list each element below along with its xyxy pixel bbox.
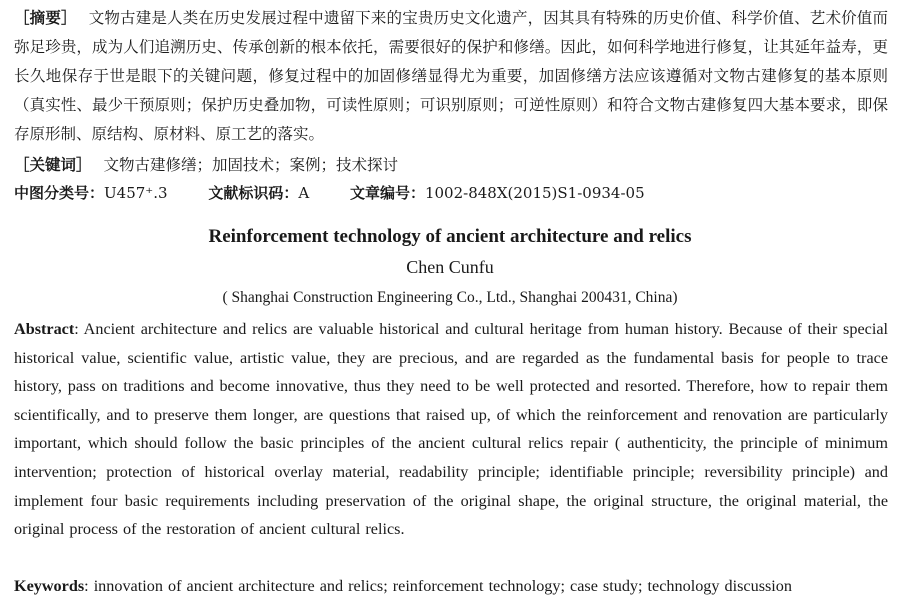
article-number-label: 文章编号：	[349, 184, 425, 202]
english-keywords	[14, 572, 888, 601]
english-abstract	[14, 315, 888, 544]
document-code	[208, 184, 309, 202]
english-keywords-text: innovation of ancient architecture and relics; reinforcement technology; case study; technology discussion	[93, 577, 792, 595]
english-abstract-sep: :	[74, 320, 84, 338]
english-author: Chen Cunfu	[406, 257, 494, 277]
clc-number	[14, 184, 168, 202]
document-code-value: A	[298, 184, 310, 202]
english-keywords-label: Keywords	[14, 577, 85, 595]
english-abstract-text: Ancient architecture and relics are valuable historical and cultural heritage from human history. Because of their special historical value, scientific value, artistic value, they are precious, and are regarded as the fundamental basis for people to trace history, pass on traditions and become innovative, thus they need to be well protected and resorted. Therefore, how to repair them scientifically, and to preserve them longer, are questions that raised up, of which the reinforcement and renovation are particularly important, which should follow the basic principles of the ancient cultural relics repair ( authenticity, the principle of minimum intervention; protection of historical overlay material, readability principle; identifiable principle; reversibility principle) and implement four basic requirements including preservation of the original shape, the original structure, the original material, the original process of the restoration of ancient cultural relics.	[14, 320, 888, 539]
document-code-label: 文献标识码：	[208, 184, 299, 202]
english-keywords-sep: :	[84, 577, 94, 595]
chinese-abstract-text: 文物古建是人类在历史发展过程中遗留下来的宝贵历史文化遗产，因其具有特殊的历史价值、科学价值、艺术价值而弥足珍贵，成为人们追溯历史、传承创新的根本依托，需要很好的保护和修缮。因此，如何科学地进行修复，让其延年益寿，更长久地保存于世是眼下的关键问题，修复过程中的加固修缮显得尤为重要，加固修缮方法应该遵循对文物古建修复的基本原则（真实性、最少干预原则；保护历史叠加物，可读性原则；可识别原则；可逆性原则）和符合文物古建修复四大基本要求，即保存原形制、原结构、原材料、原工艺的落实。	[14, 9, 888, 143]
english-title: Reinforcement technology of ancient architecture and relics	[208, 226, 692, 247]
english-abstract-label: Abstract	[14, 320, 75, 338]
chinese-keywords	[14, 150, 888, 180]
chinese-keywords-label: ［关键词］	[14, 155, 92, 174]
chinese-keywords-text: 文物古建修缮；加固技术；案例；技术探讨	[103, 156, 399, 174]
clc-value: U457⁺.3	[104, 184, 168, 202]
clc-label: 中图分类号：	[14, 184, 105, 202]
english-affiliation: ( Shanghai Construction Engineering Co., Ltd., Shanghai 200431, China)	[222, 289, 678, 306]
article-metadata	[14, 179, 888, 207]
chinese-abstract-label: ［摘要］	[14, 8, 77, 27]
article-number	[350, 184, 645, 202]
chinese-abstract	[14, 3, 888, 149]
article-number-value: 1002-848X(2015)S1-0934-05	[424, 184, 645, 202]
